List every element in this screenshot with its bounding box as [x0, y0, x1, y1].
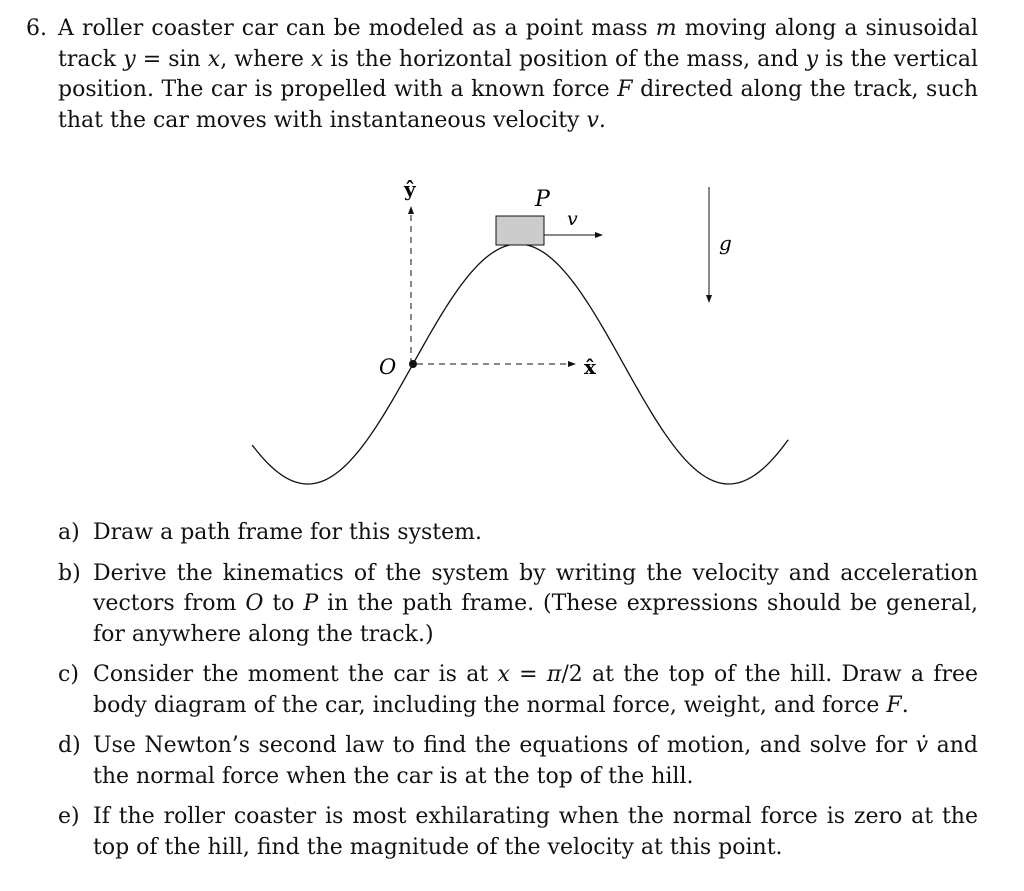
text-run: Draw a path frame for this system.: [93, 520, 483, 545]
math-symbol: x: [207, 46, 221, 72]
text-run: .: [901, 692, 909, 718]
text-run: = sin: [135, 46, 208, 72]
gravity-arrowhead: [706, 295, 712, 303]
text-run: If the roller coaster is most exhilarating when the normal force is zero at the top of the hill, find the magnitude of the velocity at this point.: [93, 804, 978, 860]
text-run: moving along a sinusoidal track: [58, 16, 978, 72]
text-run: /2 at the top of the hill. Draw a free body diagram of the car, including the normal force, weight, and force: [93, 662, 979, 718]
y-axis-label: ŷ: [404, 177, 416, 201]
subquestion-d: [58, 731, 978, 792]
gravity-label: g: [719, 231, 732, 255]
text-run: A roller coaster car can be modeled as a point mass: [58, 16, 656, 41]
math-symbol: v: [586, 107, 599, 133]
text-run: is the horizontal position of the mass, and: [323, 46, 806, 72]
text-run: =: [509, 662, 547, 687]
origin-label: O: [379, 355, 397, 379]
math-symbol: O: [245, 591, 264, 616]
math-symbol: x: [310, 46, 324, 72]
text-run: to: [263, 591, 304, 616]
subquestion-label: b): [58, 560, 81, 586]
x-axis-arrowhead: [568, 361, 576, 367]
subquestion-label: e): [58, 804, 80, 829]
text-run: is the vertical position. The car is propelled with a known force: [58, 46, 978, 102]
math-symbol: F: [886, 692, 902, 718]
problem-number: 6.: [26, 16, 47, 41]
problem-statement: [26, 14, 978, 136]
subquestion-e: [58, 802, 978, 863]
math-symbol: m: [655, 16, 677, 41]
text-run: , where: [220, 46, 311, 72]
math-symbol: y: [805, 46, 819, 72]
roller-coaster-car: [496, 216, 544, 245]
math-symbol: y: [123, 46, 136, 72]
text-run: Use Newton’s second law to find the equations of motion, and solve for: [93, 733, 916, 758]
subquestion-a: [58, 518, 978, 549]
problem-text: [58, 14, 978, 136]
subquestion-label: c): [58, 662, 79, 687]
math-symbol: v̇: [915, 733, 929, 758]
subquestion-text: [93, 520, 482, 545]
subquestion-label: d): [58, 733, 81, 758]
math-symbol: π: [546, 662, 562, 687]
point-label: P: [535, 187, 550, 212]
origin-point: [409, 360, 417, 368]
subquestion-text: [93, 662, 978, 718]
subquestion-text: [93, 733, 978, 789]
subquestion-b: [58, 559, 978, 651]
math-symbol: P: [303, 591, 319, 616]
text-run: and the normal force when the car is at the top of the hill.: [93, 733, 978, 789]
subquestion-label: a): [58, 520, 80, 545]
subquestion-c: [58, 660, 978, 721]
velocity-arrowhead: [595, 232, 603, 238]
y-axis-arrowhead: [408, 206, 414, 214]
x-axis-label: x̂: [584, 355, 596, 379]
text-run: Consider the moment the car is at: [93, 662, 498, 687]
subquestion-text: [93, 561, 978, 647]
math-symbol: x: [497, 662, 510, 687]
roller-coaster-diagram: [250, 168, 790, 498]
subquestion-list: [58, 518, 978, 873]
text-run: in the path frame. (These expressions should be general, for anywhere along the track.): [93, 591, 978, 647]
text-run: Derive the kinematics of the system by writing the velocity and acceleration vectors from: [93, 560, 978, 616]
text-run: .: [598, 107, 606, 133]
velocity-label: v: [567, 208, 578, 230]
text-run: directed along the track, such that the car moves with instantaneous velocity: [58, 77, 978, 133]
subquestion-text: [93, 804, 978, 860]
math-symbol: F: [617, 77, 633, 102]
